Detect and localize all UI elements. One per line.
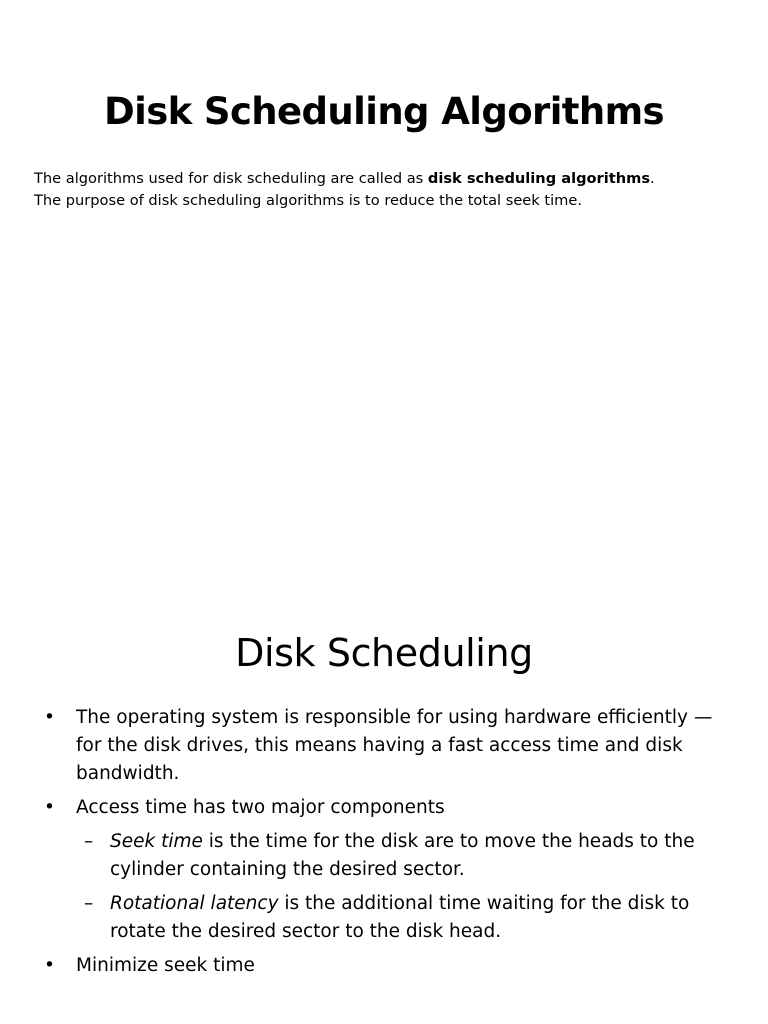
sub-bullet-item [0,890,768,946]
bullet-item [0,794,768,822]
bullet-marker: • [44,707,55,728]
bullet-text: Access time has two major components [76,797,445,818]
body-line-1 [34,168,754,190]
body-line-2: The purpose of disk scheduling algorithms is to reduce the total seek time. [34,192,582,209]
dash-marker: – [84,893,94,914]
sub-bullet-term: Rotational latency [110,893,279,914]
bullet-item [0,952,768,980]
bullet-text: Minimize seek time [76,955,255,976]
slide-disk-scheduling [0,560,768,1024]
body-line-1-prefix: The algorithms used for disk scheduling are called as [34,170,428,187]
bullet-marker: • [44,955,55,976]
body-line-1-suffix: . [650,170,655,187]
body-line-1-bold: disk scheduling algorithms [427,170,651,187]
bullet-list [0,704,768,986]
bullet-item [0,704,768,788]
bullet-text: The operating system is responsible for using hardware efficiently — for the disk drives, this means having a fast access time and disk bandwidth. [76,707,713,784]
sub-bullet-term: Seek time [110,831,203,852]
slide-title: Disk Scheduling [235,631,533,675]
sub-bullet-text: is the additional time waiting for the disk to rotate the desired sector to the disk head. [110,893,690,942]
slide-body [34,168,754,212]
sub-bullet-text: is the time for the disk are to move the heads to the cylinder containing the desired sector. [110,831,695,880]
dash-marker: – [84,831,94,852]
bullet-marker: • [44,797,55,818]
slide-title: Disk Scheduling Algorithms [104,90,664,133]
sub-bullet-item [0,828,768,884]
